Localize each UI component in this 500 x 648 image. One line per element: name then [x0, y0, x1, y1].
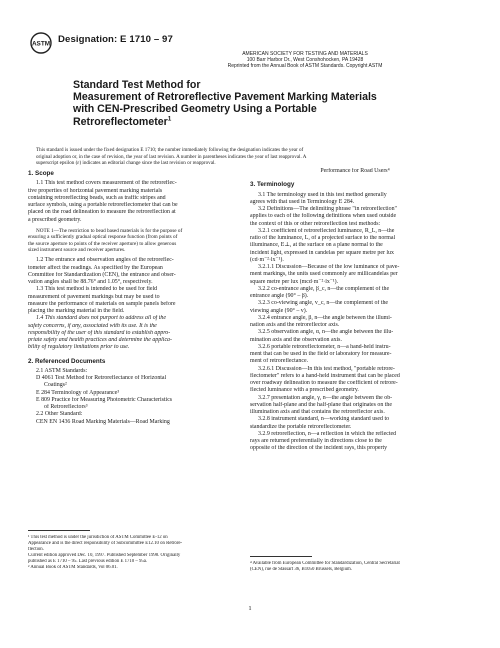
title-line: Measurement of Retroreflective Pavement Marking Materials [73, 91, 377, 104]
text-line: ratio of the luminance, L, of a projected surface to the normal [250, 235, 396, 241]
text-line: 3.2.5 observation angle, α, n—the angle between the illu- [258, 329, 394, 336]
text-line: square metre per lux (mcd·m⁻²·lx⁻¹). [250, 278, 339, 285]
text-line: nation axis and the retroreflector axis. [250, 322, 340, 328]
text-line: 3.2.2 co-entrance angle, β_c, n—the complement of the [258, 285, 390, 292]
footnote-line: ⁴ Available from European Committee for Standardization, Central Secretariat [250, 561, 400, 566]
text-line: applies to each of the following definitions when used outside [250, 213, 397, 220]
text-line: (cd·m⁻²·lx⁻¹). [250, 256, 284, 263]
text-line: servation half-plane and the half-plane that originates on the [250, 401, 392, 408]
text-line: surface symbols, using a portable retroreflectometer that can be [28, 202, 178, 208]
right-column [250, 168, 460, 453]
text-line: 3.2.6.1 Discussion—In this test method, "portable retrore- [258, 365, 395, 372]
text-line: 3.2.6 portable retroreflectometer, n—a hand-held instru- [258, 343, 391, 350]
standard-note-line: original adoption or, in the case of revision, the year of last revision. A number in parentheses indicates the year of last reapproval. A [36, 153, 307, 160]
footnotes-right [250, 561, 460, 573]
text-line: flected luminance with a prescribed geometry. [250, 387, 359, 394]
text-line: a prescribed geometry. [28, 216, 82, 223]
text-line: 3.2.9 retroreflection, n—a reflection in which the reflected [258, 430, 397, 437]
section-heading: 3. Terminology [250, 181, 295, 189]
title-line: Retroreflectometer$^1$ [73, 115, 172, 128]
text-line: ensuring a sufficiently gradual optical response function (from points of [28, 234, 178, 241]
text-line: 3.2.3 co-viewing angle, v_c, n—the complement of the [258, 300, 389, 307]
text-line [250, 175, 460, 179]
standard-note-line: superscript epsilon (ε) indicates an editorial change since the last revision or reapproval. [36, 160, 216, 167]
svg-text:ASTM: ASTM [31, 40, 51, 48]
text-line: ment of retroreflectance. [250, 358, 309, 365]
text-line: placing the marking material in the field. [28, 308, 125, 315]
text-line: 1.2 The entrance and observation angles of the retroreflec- [36, 257, 174, 264]
text-line: measurement of pavement markings but may be used to [28, 293, 160, 300]
footnote-line: ² Annual Book of ASTM Standards, Vol 06.01. [28, 565, 118, 570]
text-line: 2.1 ASTM Standards: [36, 367, 88, 374]
text-line: responsibility of the user of this standard to establish appro- [28, 329, 171, 336]
text-line: containing retroreflecting beads, such as traffic stripes and [28, 194, 166, 201]
text-line: safety concerns, if any, associated with its use. It is the [28, 322, 157, 329]
text-line: 1.4 This standard does not purport to address all of the [36, 315, 166, 322]
footnote-rule [28, 530, 90, 531]
footnote-line: Current edition approved Dec. 10, 1997. Published September 1998. Originally [28, 553, 181, 558]
text-line: rays are returned preferentially in directions close to the [250, 438, 382, 444]
designation: Designation: E 1710 – 97 [58, 34, 173, 45]
text-line: over roadway delineation to measure the coefficient of retrore- [250, 380, 398, 386]
text-line: agrees with that used in Terminology E 284. [250, 198, 355, 205]
text-line: 2.2 Other Standard: [36, 411, 83, 418]
text-line: placed on the road delineation to measure the retroreflection at [28, 209, 176, 216]
left-column [28, 168, 238, 426]
text-line: E 809 Practice for Measuring Photometric Characteristics [36, 396, 173, 403]
text-line: 3.2.1.1 Discussion—Because of the low luminance of pave- [258, 264, 400, 270]
text-line: 3.2.1 coefficient of retroreflected luminance, R_L, n—the [258, 227, 395, 234]
text-line: ment markings, the units used commonly are millicandelas per [250, 271, 398, 278]
text-line: E 284 Terminology of Appearance³ [36, 389, 120, 396]
section-heading: 1. Scope [28, 170, 54, 177]
footnote-line: flection. [28, 547, 44, 552]
title-line: with CEN-Prescribed Geometry Using a Portable [73, 103, 317, 116]
astm-logo-icon [30, 32, 52, 54]
text-line: 3.2.7 presentation angle, γ, n—the angle between the ob- [258, 394, 393, 401]
text-line: viewing angle (90° – v). [250, 307, 308, 314]
text-line: 3.2.4 entrance angle, β, n—the angle between the illumi- [258, 314, 392, 321]
text-line: 3.2.8 instrument standard, n—working standard used to [258, 416, 390, 423]
section-heading: 2. Referenced Documents [28, 357, 106, 365]
standard-note-line: This standard is issued under the fixed designation E 1710; the number immediately following the designation indicates the year of [36, 147, 304, 153]
text-line: Committee for Standardization (CEN), the entrance and obser- [28, 271, 176, 278]
text-line: vation angles shall be 88.76° and 1.05°, respectively. [28, 279, 153, 286]
text-line: illumination axis and that contains the retroreflector axis. [250, 409, 385, 415]
text-line: CEN EN 1436 Road Marking Materials—Road Marking [36, 418, 170, 425]
text-line: ment that can be used in the field or laboratory for measure- [250, 351, 392, 357]
text-line: incident light, expressed in candelas per square metre per lux [250, 249, 394, 256]
text-line: flectometer" refers to a hand-held instrument that can be placed [250, 372, 400, 379]
text-line: 3.2 Definitions—The delimiting phrase "in retroreflection" [258, 206, 397, 212]
footnotes-left [28, 535, 238, 571]
page-number: 1 [248, 605, 252, 612]
text-line: NOTE 1—The restriction to bead based materials is for the purpose of [36, 227, 183, 234]
org-line-2: 100 Barr Harbor Dr., West Conshohocken, PA 19428 [246, 57, 364, 63]
text-line: standardize the portable retroreflectometer. [250, 423, 352, 430]
text-line: measure the performance of materials on sample panels before [28, 300, 176, 307]
text-line: the context of this or other retroreflection test methods: [250, 220, 381, 227]
footnote-line: Appearance and is the direct responsibility of Subcommittee E12.10 on Retrore- [28, 541, 183, 546]
text-line: of Retroreflectors³ [44, 404, 88, 411]
title-footnote-mark: 1 [167, 115, 172, 123]
text-line: entrance angle (90° – β). [250, 293, 309, 299]
org-line-1: AMERICAN SOCIETY FOR TESTING AND MATERIALS [242, 51, 368, 57]
footnote-line: published as E 1710 – 95. Last previous edition E 1710 – 95a. [28, 559, 148, 564]
text-line: bility of regulatory limitations prior to use. [28, 344, 130, 351]
standard-note [36, 147, 466, 167]
text-line: opposite of the direction of the incident rays, this property [250, 445, 388, 452]
text-line: 1.1 This test method covers measurement of the retroreflec- [36, 180, 177, 187]
text-line: 3.1 The terminology used in this test method generally [258, 191, 387, 198]
text-line: 1.3 This test method is intended to be used for field [36, 286, 158, 293]
text-line: Coatings² [44, 382, 67, 389]
footnote-line: ¹ This test method is under the jurisdiction of ASTM Committee E-12 on [28, 535, 168, 540]
text-line: illuminance, E⊥, at the surface on a plane normal to the [250, 242, 383, 249]
document-title [73, 79, 413, 128]
text-line: D 4061 Test Method for Retroreflectance of Horizontal [36, 375, 167, 382]
text-line: Performance for Road Users⁴ [320, 168, 390, 174]
text-line: mination axis and the observation axis. [250, 336, 342, 343]
footnote-line: (CEN), rue de Stassart 36, B1050 Brussels, Belgium. [250, 567, 352, 572]
text-line: sized instrument source and receiver apertures. [28, 246, 126, 253]
text-line [28, 352, 238, 356]
title-line: Standard Test Method for [73, 79, 201, 91]
text-line: tometer affect the readings. As specified by the European [28, 264, 163, 271]
text-line: the source aperture to points of the receiver aperture) to allow generous [28, 240, 177, 247]
text-line: tive properties of horizontal pavement marking materials [28, 187, 163, 194]
org-line-3: Reprinted from the Annual Book of ASTM Standards. Copyright ASTM [227, 63, 383, 69]
text-line: priate safety and health practices and determine the applica- [28, 337, 172, 344]
footnote-rule [250, 556, 312, 557]
